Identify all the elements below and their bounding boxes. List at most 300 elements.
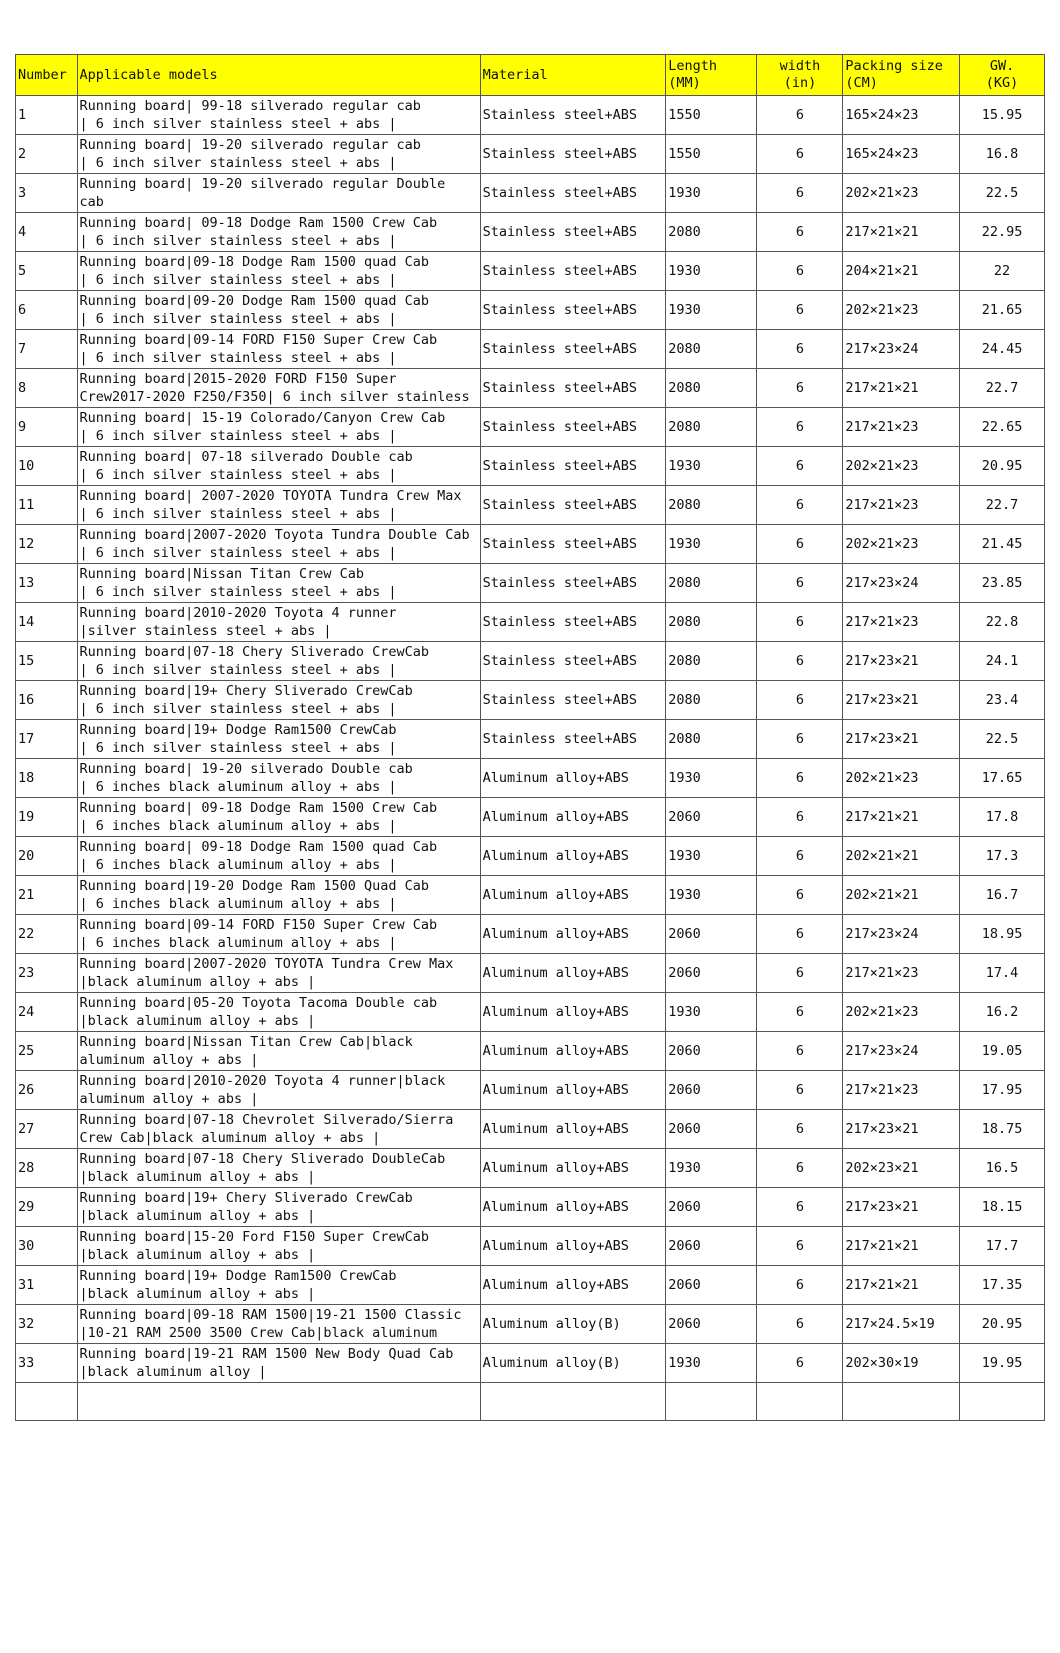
cell-width: 6 — [757, 213, 843, 252]
model-line-1: Running board|15-20 Ford F150 Super CrewCab — [79, 1229, 430, 1245]
cell-applicable-models — [77, 1149, 480, 1188]
cell-number: 24 — [16, 993, 78, 1032]
cell-packing-size: 217×21×21 — [843, 213, 960, 252]
model-line-1: Running board| 19-20 silverado Double cab — [79, 761, 413, 777]
model-line-2: | 6 inch silver stainless steel + abs | — [79, 350, 397, 366]
cell-material: Stainless steel+ABS — [480, 369, 666, 408]
cell-applicable-models — [77, 954, 480, 993]
cell-length: 1930 — [666, 525, 757, 564]
model-line-2: | 6 inch silver stainless steel + abs | — [79, 584, 397, 600]
cell-length: 2060 — [666, 1227, 757, 1266]
cell-number: 5 — [16, 252, 78, 291]
cell-gross-weight: 24.45 — [960, 330, 1045, 369]
model-line-2: | 6 inch silver stainless steel + abs | — [79, 155, 397, 171]
header-gw-unit: (KG) — [985, 75, 1019, 91]
model-line-1: Running board|09-18 RAM 1500|19-21 1500 Classic — [79, 1307, 462, 1323]
cell-material: Stainless steel+ABS — [480, 330, 666, 369]
cell-width: 6 — [757, 330, 843, 369]
cell-number: 13 — [16, 564, 78, 603]
cell-material: Stainless steel+ABS — [480, 447, 666, 486]
empty-cell — [666, 1383, 757, 1421]
cell-applicable-models — [77, 1266, 480, 1305]
cell-packing-size: 217×23×21 — [843, 1110, 960, 1149]
cell-applicable-models — [77, 1227, 480, 1266]
header-length — [666, 55, 757, 96]
header-applicable-models: Applicable models — [77, 55, 480, 96]
cell-gross-weight: 22.7 — [960, 486, 1045, 525]
cell-material: Stainless steel+ABS — [480, 213, 666, 252]
table-row — [16, 1344, 1045, 1383]
model-line-1: Running board|19+ Dodge Ram1500 CrewCab — [79, 1268, 397, 1284]
model-line-2: | 6 inches black aluminum alloy + abs | — [79, 857, 397, 873]
cell-number: 31 — [16, 1266, 78, 1305]
model-line-1: Running board|19-21 RAM 1500 New Body Quad Cab — [79, 1346, 454, 1362]
cell-gross-weight: 17.8 — [960, 798, 1045, 837]
model-line-1: Running board|19+ Chery Sliverado CrewCab — [79, 683, 413, 699]
table-row — [16, 837, 1045, 876]
cell-number: 7 — [16, 330, 78, 369]
cell-packing-size: 217×21×23 — [843, 408, 960, 447]
cell-gross-weight: 17.95 — [960, 1071, 1045, 1110]
model-line-2: | 6 inch silver stainless steel + abs | — [79, 740, 397, 756]
model-line-1: Running board|Nissan Titan Crew Cab — [79, 566, 364, 582]
cell-gross-weight: 21.45 — [960, 525, 1045, 564]
cell-material: Aluminum alloy(B) — [480, 1344, 666, 1383]
model-line-2: |black aluminum alloy + abs | — [79, 1013, 316, 1029]
cell-gross-weight: 23.4 — [960, 681, 1045, 720]
model-line-2: | 6 inch silver stainless steel + abs | — [79, 662, 397, 678]
table-row — [16, 525, 1045, 564]
table-row — [16, 408, 1045, 447]
cell-width: 6 — [757, 291, 843, 330]
cell-material: Aluminum alloy+ABS — [480, 954, 666, 993]
cell-width: 6 — [757, 798, 843, 837]
cell-material: Stainless steel+ABS — [480, 96, 666, 135]
cell-length: 2060 — [666, 1188, 757, 1227]
cell-number: 25 — [16, 1032, 78, 1071]
cell-material: Aluminum alloy+ABS — [480, 876, 666, 915]
cell-number: 11 — [16, 486, 78, 525]
cell-applicable-models — [77, 408, 480, 447]
cell-number: 27 — [16, 1110, 78, 1149]
cell-width: 6 — [757, 837, 843, 876]
cell-gross-weight: 18.75 — [960, 1110, 1045, 1149]
cell-length: 2080 — [666, 564, 757, 603]
cell-length: 1930 — [666, 291, 757, 330]
cell-gross-weight: 17.35 — [960, 1266, 1045, 1305]
cell-length: 2060 — [666, 915, 757, 954]
cell-number: 29 — [16, 1188, 78, 1227]
cell-packing-size: 217×21×21 — [843, 1227, 960, 1266]
model-line-1: Running board|05-20 Toyota Tacoma Double cab — [79, 995, 438, 1011]
table-row — [16, 1149, 1045, 1188]
cell-material: Stainless steel+ABS — [480, 174, 666, 213]
table-row — [16, 1305, 1045, 1344]
model-line-1: Running board|Nissan Titan Crew Cab|black — [79, 1034, 413, 1050]
table-row — [16, 681, 1045, 720]
cell-gross-weight: 18.15 — [960, 1188, 1045, 1227]
empty-row — [16, 1383, 1045, 1421]
cell-number: 32 — [16, 1305, 78, 1344]
cell-gross-weight: 16.7 — [960, 876, 1045, 915]
table-row — [16, 1266, 1045, 1305]
cell-length: 2080 — [666, 486, 757, 525]
cell-packing-size: 217×21×21 — [843, 1266, 960, 1305]
cell-number: 30 — [16, 1227, 78, 1266]
cell-width: 6 — [757, 642, 843, 681]
cell-packing-size: 202×21×23 — [843, 993, 960, 1032]
model-line-1: Running board|19+ Chery Sliverado CrewCab — [79, 1190, 413, 1206]
cell-number: 17 — [16, 720, 78, 759]
cell-width: 6 — [757, 369, 843, 408]
empty-cell — [960, 1383, 1045, 1421]
header-width-label: width — [779, 58, 821, 74]
cell-material: Stainless steel+ABS — [480, 564, 666, 603]
table-row — [16, 993, 1045, 1032]
model-line-2: | 6 inch silver stainless steel + abs | — [79, 545, 397, 561]
cell-packing-size: 217×24.5×19 — [843, 1305, 960, 1344]
cell-number: 12 — [16, 525, 78, 564]
cell-applicable-models — [77, 759, 480, 798]
cell-material: Stainless steel+ABS — [480, 642, 666, 681]
cell-gross-weight: 24.1 — [960, 642, 1045, 681]
cell-gross-weight: 22.95 — [960, 213, 1045, 252]
cell-gross-weight: 22.65 — [960, 408, 1045, 447]
cell-number: 33 — [16, 1344, 78, 1383]
cell-length: 2080 — [666, 642, 757, 681]
model-line-1: Running board| 15-19 Colorado/Canyon Crew Cab — [79, 410, 446, 426]
cell-gross-weight: 20.95 — [960, 447, 1045, 486]
cell-packing-size: 204×21×21 — [843, 252, 960, 291]
model-line-1: Running board| 19-20 silverado regular Double — [79, 176, 446, 192]
cell-length: 1930 — [666, 759, 757, 798]
cell-packing-size: 202×21×23 — [843, 174, 960, 213]
model-line-1: Running board|07-18 Chevrolet Silverado/Sierra — [79, 1112, 454, 1128]
cell-width: 6 — [757, 96, 843, 135]
cell-gross-weight: 17.7 — [960, 1227, 1045, 1266]
cell-packing-size: 217×21×21 — [843, 369, 960, 408]
table-row — [16, 1032, 1045, 1071]
cell-width: 6 — [757, 1071, 843, 1110]
model-line-1: Running board|2010-2020 Toyota 4 runner|black — [79, 1073, 446, 1089]
cell-length: 1930 — [666, 174, 757, 213]
cell-material: Stainless steel+ABS — [480, 135, 666, 174]
cell-applicable-models — [77, 564, 480, 603]
table-row — [16, 486, 1045, 525]
model-line-2: |black aluminum alloy + abs | — [79, 1208, 316, 1224]
model-line-2: |silver stainless steel + abs | — [79, 623, 332, 639]
model-line-1: Running board|09-20 Dodge Ram 1500 quad Cab — [79, 293, 430, 309]
cell-applicable-models — [77, 876, 480, 915]
table-row — [16, 876, 1045, 915]
cell-width: 6 — [757, 525, 843, 564]
model-line-2: | 6 inch silver stainless steel + abs | — [79, 506, 397, 522]
cell-gross-weight: 22.8 — [960, 603, 1045, 642]
cell-length: 2080 — [666, 369, 757, 408]
table-row — [16, 720, 1045, 759]
cell-packing-size: 202×21×23 — [843, 759, 960, 798]
table-row — [16, 291, 1045, 330]
header-packing-unit: (CM) — [845, 75, 878, 91]
model-line-2: | 6 inches black aluminum alloy + abs | — [79, 935, 397, 951]
cell-packing-size: 165×24×23 — [843, 135, 960, 174]
empty-cell — [757, 1383, 843, 1421]
cell-number: 9 — [16, 408, 78, 447]
cell-width: 6 — [757, 252, 843, 291]
table-row — [16, 603, 1045, 642]
model-line-2: | 6 inches black aluminum alloy + abs | — [79, 779, 397, 795]
cell-width: 6 — [757, 486, 843, 525]
cell-material: Aluminum alloy+ABS — [480, 1071, 666, 1110]
model-line-1: Running board|19+ Dodge Ram1500 CrewCab — [79, 722, 397, 738]
product-spec-table — [15, 54, 1045, 1421]
cell-applicable-models — [77, 1188, 480, 1227]
cell-packing-size: 217×21×23 — [843, 486, 960, 525]
model-line-2: | 6 inch silver stainless steel + abs | — [79, 233, 397, 249]
empty-cell — [843, 1383, 960, 1421]
cell-gross-weight: 21.65 — [960, 291, 1045, 330]
cell-width: 6 — [757, 1032, 843, 1071]
model-line-2: | 6 inch silver stainless steel + abs | — [79, 116, 397, 132]
cell-packing-size: 165×24×23 — [843, 96, 960, 135]
table-body — [16, 96, 1045, 1421]
cell-length: 1930 — [666, 837, 757, 876]
header-length-label: Length — [668, 58, 718, 74]
cell-packing-size: 217×23×21 — [843, 720, 960, 759]
cell-applicable-models — [77, 96, 480, 135]
header-number: Number — [16, 55, 78, 96]
model-line-1: Running board| 09-18 Dodge Ram 1500 quad Cab — [79, 839, 438, 855]
cell-length: 2060 — [666, 1266, 757, 1305]
cell-number: 2 — [16, 135, 78, 174]
cell-length: 1930 — [666, 252, 757, 291]
cell-applicable-models — [77, 291, 480, 330]
cell-gross-weight: 15.95 — [960, 96, 1045, 135]
cell-packing-size: 202×21×21 — [843, 837, 960, 876]
table-row — [16, 642, 1045, 681]
empty-cell — [77, 1383, 480, 1421]
model-line-1: Running board|09-14 FORD F150 Super Crew Cab — [79, 917, 438, 933]
cell-gross-weight: 19.95 — [960, 1344, 1045, 1383]
cell-width: 6 — [757, 1188, 843, 1227]
cell-packing-size: 217×21×21 — [843, 798, 960, 837]
cell-width: 6 — [757, 1227, 843, 1266]
cell-material: Aluminum alloy+ABS — [480, 1110, 666, 1149]
model-line-2: | 6 inch silver stainless steel + abs | — [79, 428, 397, 444]
model-line-2: aluminum alloy + abs | — [79, 1091, 259, 1107]
model-line-2: | 6 inches black aluminum alloy + abs | — [79, 896, 397, 912]
cell-packing-size: 217×23×24 — [843, 1032, 960, 1071]
model-line-1: Running board|2015-2020 FORD F150 Super — [79, 371, 397, 387]
cell-length: 2060 — [666, 954, 757, 993]
table-row — [16, 369, 1045, 408]
cell-material: Aluminum alloy+ABS — [480, 1032, 666, 1071]
cell-material: Aluminum alloy+ABS — [480, 798, 666, 837]
cell-length: 2060 — [666, 1305, 757, 1344]
cell-applicable-models — [77, 1305, 480, 1344]
cell-number: 26 — [16, 1071, 78, 1110]
cell-gross-weight: 23.85 — [960, 564, 1045, 603]
empty-cell — [16, 1383, 78, 1421]
cell-width: 6 — [757, 681, 843, 720]
cell-gross-weight: 17.4 — [960, 954, 1045, 993]
cell-width: 6 — [757, 174, 843, 213]
cell-applicable-models — [77, 252, 480, 291]
model-line-1: Running board|2010-2020 Toyota 4 runner — [79, 605, 397, 621]
table-row — [16, 1188, 1045, 1227]
cell-gross-weight: 22.5 — [960, 720, 1045, 759]
cell-gross-weight: 16.8 — [960, 135, 1045, 174]
cell-length: 2080 — [666, 603, 757, 642]
table-row — [16, 954, 1045, 993]
model-line-1: Running board| 09-18 Dodge Ram 1500 Crew Cab — [79, 215, 438, 231]
cell-material: Aluminum alloy(B) — [480, 1305, 666, 1344]
cell-applicable-models — [77, 993, 480, 1032]
table-row — [16, 1110, 1045, 1149]
cell-material: Aluminum alloy+ABS — [480, 915, 666, 954]
cell-material: Stainless steel+ABS — [480, 291, 666, 330]
cell-applicable-models — [77, 369, 480, 408]
cell-applicable-models — [77, 837, 480, 876]
model-line-2: |black aluminum alloy + abs | — [79, 1286, 316, 1302]
cell-length: 2080 — [666, 408, 757, 447]
cell-applicable-models — [77, 486, 480, 525]
cell-packing-size: 217×23×24 — [843, 330, 960, 369]
model-line-2: |black aluminum alloy + abs | — [79, 974, 316, 990]
cell-width: 6 — [757, 720, 843, 759]
cell-applicable-models — [77, 525, 480, 564]
cell-packing-size: 202×21×23 — [843, 291, 960, 330]
cell-width: 6 — [757, 564, 843, 603]
table-row — [16, 330, 1045, 369]
cell-length: 1930 — [666, 993, 757, 1032]
cell-applicable-models — [77, 174, 480, 213]
cell-material: Aluminum alloy+ABS — [480, 1188, 666, 1227]
model-line-1: Running board|07-18 Chery Sliverado DoubleCab — [79, 1151, 446, 1167]
cell-gross-weight: 17.65 — [960, 759, 1045, 798]
model-line-2: | 6 inch silver stainless steel + abs | — [79, 701, 397, 717]
cell-packing-size: 217×21×23 — [843, 1071, 960, 1110]
table-row — [16, 1227, 1045, 1266]
cell-width: 6 — [757, 1266, 843, 1305]
cell-length: 1930 — [666, 447, 757, 486]
model-line-2: |black aluminum alloy + abs | — [79, 1247, 316, 1263]
cell-length: 1930 — [666, 876, 757, 915]
cell-width: 6 — [757, 915, 843, 954]
cell-material: Aluminum alloy+ABS — [480, 837, 666, 876]
cell-packing-size: 217×21×23 — [843, 954, 960, 993]
model-line-1: Running board|2007-2020 TOYOTA Tundra Crew Max — [79, 956, 454, 972]
cell-length: 2080 — [666, 330, 757, 369]
cell-width: 6 — [757, 1305, 843, 1344]
cell-number: 22 — [16, 915, 78, 954]
cell-applicable-models — [77, 915, 480, 954]
cell-applicable-models — [77, 798, 480, 837]
header-gw-label: GW. — [989, 58, 1015, 74]
cell-material: Stainless steel+ABS — [480, 720, 666, 759]
model-line-1: Running board| 99-18 silverado regular cab — [79, 98, 421, 114]
cell-material: Aluminum alloy+ABS — [480, 1266, 666, 1305]
cell-applicable-models — [77, 1110, 480, 1149]
cell-material: Stainless steel+ABS — [480, 525, 666, 564]
header-width — [757, 55, 843, 96]
cell-material: Aluminum alloy+ABS — [480, 1149, 666, 1188]
model-line-2: Crew2017-2020 F250/F350| 6 inch silver stainless — [79, 389, 470, 405]
model-line-2: |black aluminum alloy + abs | — [79, 1169, 316, 1185]
table-row — [16, 798, 1045, 837]
header-material: Material — [480, 55, 666, 96]
cell-length: 1550 — [666, 135, 757, 174]
cell-number: 16 — [16, 681, 78, 720]
cell-length: 2080 — [666, 720, 757, 759]
cell-applicable-models — [77, 720, 480, 759]
cell-packing-size: 202×30×19 — [843, 1344, 960, 1383]
model-line-1: Running board|09-18 Dodge Ram 1500 quad Cab — [79, 254, 430, 270]
table-row — [16, 252, 1045, 291]
table-row — [16, 564, 1045, 603]
cell-material: Stainless steel+ABS — [480, 252, 666, 291]
empty-cell — [480, 1383, 666, 1421]
cell-packing-size: 217×21×23 — [843, 603, 960, 642]
cell-length: 2060 — [666, 798, 757, 837]
cell-gross-weight: 18.95 — [960, 915, 1045, 954]
cell-number: 20 — [16, 837, 78, 876]
cell-applicable-models — [77, 1032, 480, 1071]
header-row — [16, 55, 1045, 96]
cell-material: Aluminum alloy+ABS — [480, 759, 666, 798]
cell-packing-size: 217×23×21 — [843, 681, 960, 720]
model-line-1: Running board| 2007-2020 TOYOTA Tundra Crew Max — [79, 488, 462, 504]
cell-applicable-models — [77, 213, 480, 252]
table-row — [16, 759, 1045, 798]
cell-applicable-models — [77, 642, 480, 681]
model-line-1: Running board| 19-20 silverado regular cab — [79, 137, 421, 153]
cell-material: Aluminum alloy+ABS — [480, 1227, 666, 1266]
cell-length: 1930 — [666, 1149, 757, 1188]
model-line-2: Crew Cab|black aluminum alloy + abs | — [79, 1130, 381, 1146]
cell-number: 3 — [16, 174, 78, 213]
cell-number: 23 — [16, 954, 78, 993]
cell-number: 10 — [16, 447, 78, 486]
cell-packing-size: 217×23×21 — [843, 642, 960, 681]
model-line-1: Running board|19-20 Dodge Ram 1500 Quad Cab — [79, 878, 430, 894]
cell-gross-weight: 20.95 — [960, 1305, 1045, 1344]
cell-material: Stainless steel+ABS — [480, 486, 666, 525]
cell-width: 6 — [757, 135, 843, 174]
cell-number: 1 — [16, 96, 78, 135]
table-row — [16, 174, 1045, 213]
cell-gross-weight: 19.05 — [960, 1032, 1045, 1071]
cell-applicable-models — [77, 681, 480, 720]
cell-number: 8 — [16, 369, 78, 408]
model-line-2: aluminum alloy + abs | — [79, 1052, 259, 1068]
cell-packing-size: 202×21×21 — [843, 876, 960, 915]
cell-length: 2060 — [666, 1071, 757, 1110]
cell-material: Stainless steel+ABS — [480, 603, 666, 642]
model-line-2: |black aluminum alloy | — [79, 1364, 267, 1380]
cell-number: 21 — [16, 876, 78, 915]
cell-material: Stainless steel+ABS — [480, 408, 666, 447]
cell-number: 28 — [16, 1149, 78, 1188]
header-length-unit: (MM) — [668, 75, 701, 91]
cell-gross-weight: 16.5 — [960, 1149, 1045, 1188]
header-packing-size — [843, 55, 960, 96]
header-gross-weight — [960, 55, 1045, 96]
header-width-unit: (in) — [783, 75, 817, 91]
model-line-1: Running board| 07-18 silverado Double cab — [79, 449, 413, 465]
cell-applicable-models — [77, 330, 480, 369]
model-line-1: Running board|09-14 FORD F150 Super Crew Cab — [79, 332, 438, 348]
